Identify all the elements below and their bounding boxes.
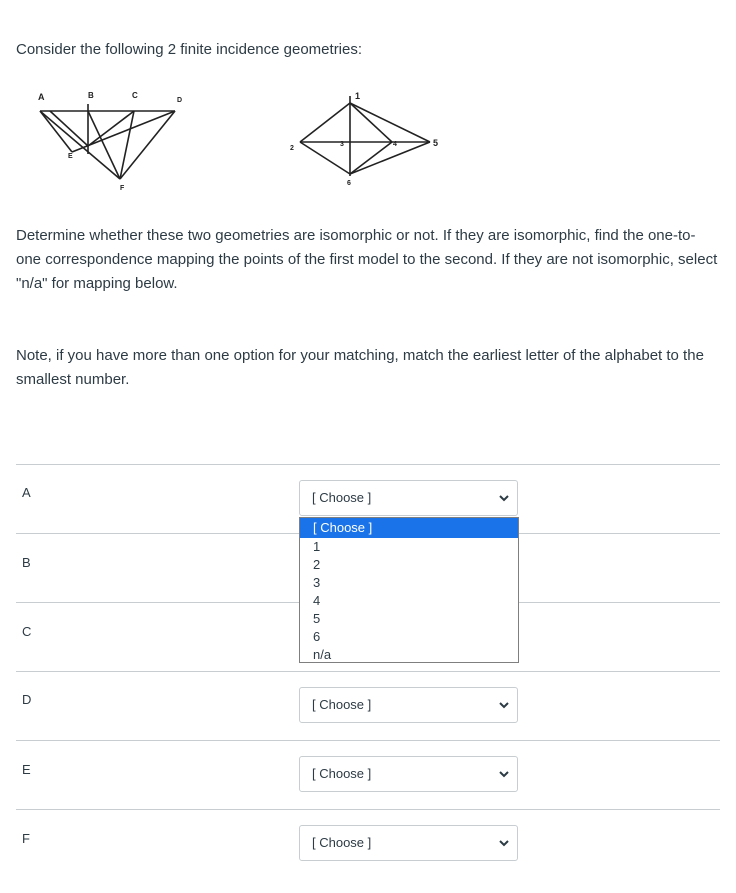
row-divider xyxy=(16,671,720,672)
row-label-d: D xyxy=(22,692,32,707)
point-label-2: 2 xyxy=(290,145,294,152)
option-5[interactable]: 5 xyxy=(313,611,321,626)
select-d-value: [ Choose ] xyxy=(312,697,372,712)
geometry-figure-2 xyxy=(280,86,470,191)
instructions-text: Determine whether these two geometries are isomorphic or not. If they are isomorphic, find the one-to-one correspondence mapping the points of the first model to the second. If they are not isomorphic, select "n/a" for mapping below. xyxy=(16,227,718,292)
select-d[interactable] xyxy=(299,687,518,723)
option-6[interactable]: 6 xyxy=(313,629,321,644)
row-divider xyxy=(16,809,720,810)
chevron-down-icon xyxy=(498,490,510,506)
option-4[interactable]: 4 xyxy=(313,593,321,608)
select-e-value: [ Choose ] xyxy=(312,766,372,781)
point-label-1: 1 xyxy=(355,91,361,101)
point-label-3: 3 xyxy=(340,141,344,148)
option-na[interactable]: n/a xyxy=(313,647,332,662)
row-label-b: B xyxy=(22,555,31,570)
point-label-f: F xyxy=(120,185,125,192)
row-divider xyxy=(16,740,720,741)
option-3[interactable]: 3 xyxy=(313,575,321,590)
row-label-a: A xyxy=(22,485,31,500)
select-a-options-list[interactable] xyxy=(299,517,519,663)
row-label-e: E xyxy=(22,762,31,777)
point-label-4: 4 xyxy=(393,141,397,148)
option-1[interactable]: 1 xyxy=(313,539,321,554)
select-f-value: [ Choose ] xyxy=(312,835,372,850)
chevron-down-icon xyxy=(498,835,510,851)
row-label-c: C xyxy=(22,624,32,639)
point-label-c: C xyxy=(132,91,138,100)
chevron-down-icon xyxy=(498,766,510,782)
point-label-d: D xyxy=(177,97,183,104)
point-label-b: B xyxy=(88,91,94,100)
select-e[interactable] xyxy=(299,756,518,792)
row-label-f: F xyxy=(22,831,30,846)
select-a[interactable] xyxy=(299,480,518,516)
geometry-figure-1 xyxy=(30,84,190,194)
point-label-a: A xyxy=(38,92,45,102)
row-divider xyxy=(16,464,720,465)
point-label-e: E xyxy=(68,153,73,160)
chevron-down-icon xyxy=(498,697,510,713)
point-label-6: 6 xyxy=(347,180,351,187)
point-label-5: 5 xyxy=(433,138,439,148)
intro-text: Consider the following 2 finite incidence geometries: xyxy=(16,41,363,58)
select-f[interactable] xyxy=(299,825,518,861)
note-text: Note, if you have more than one option for your matching, match the earliest letter of the alphabet to the smallest number. xyxy=(16,347,704,388)
option-choose[interactable]: [ Choose ] xyxy=(300,518,518,538)
option-2[interactable]: 2 xyxy=(313,557,321,572)
select-a-value: [ Choose ] xyxy=(312,490,372,505)
